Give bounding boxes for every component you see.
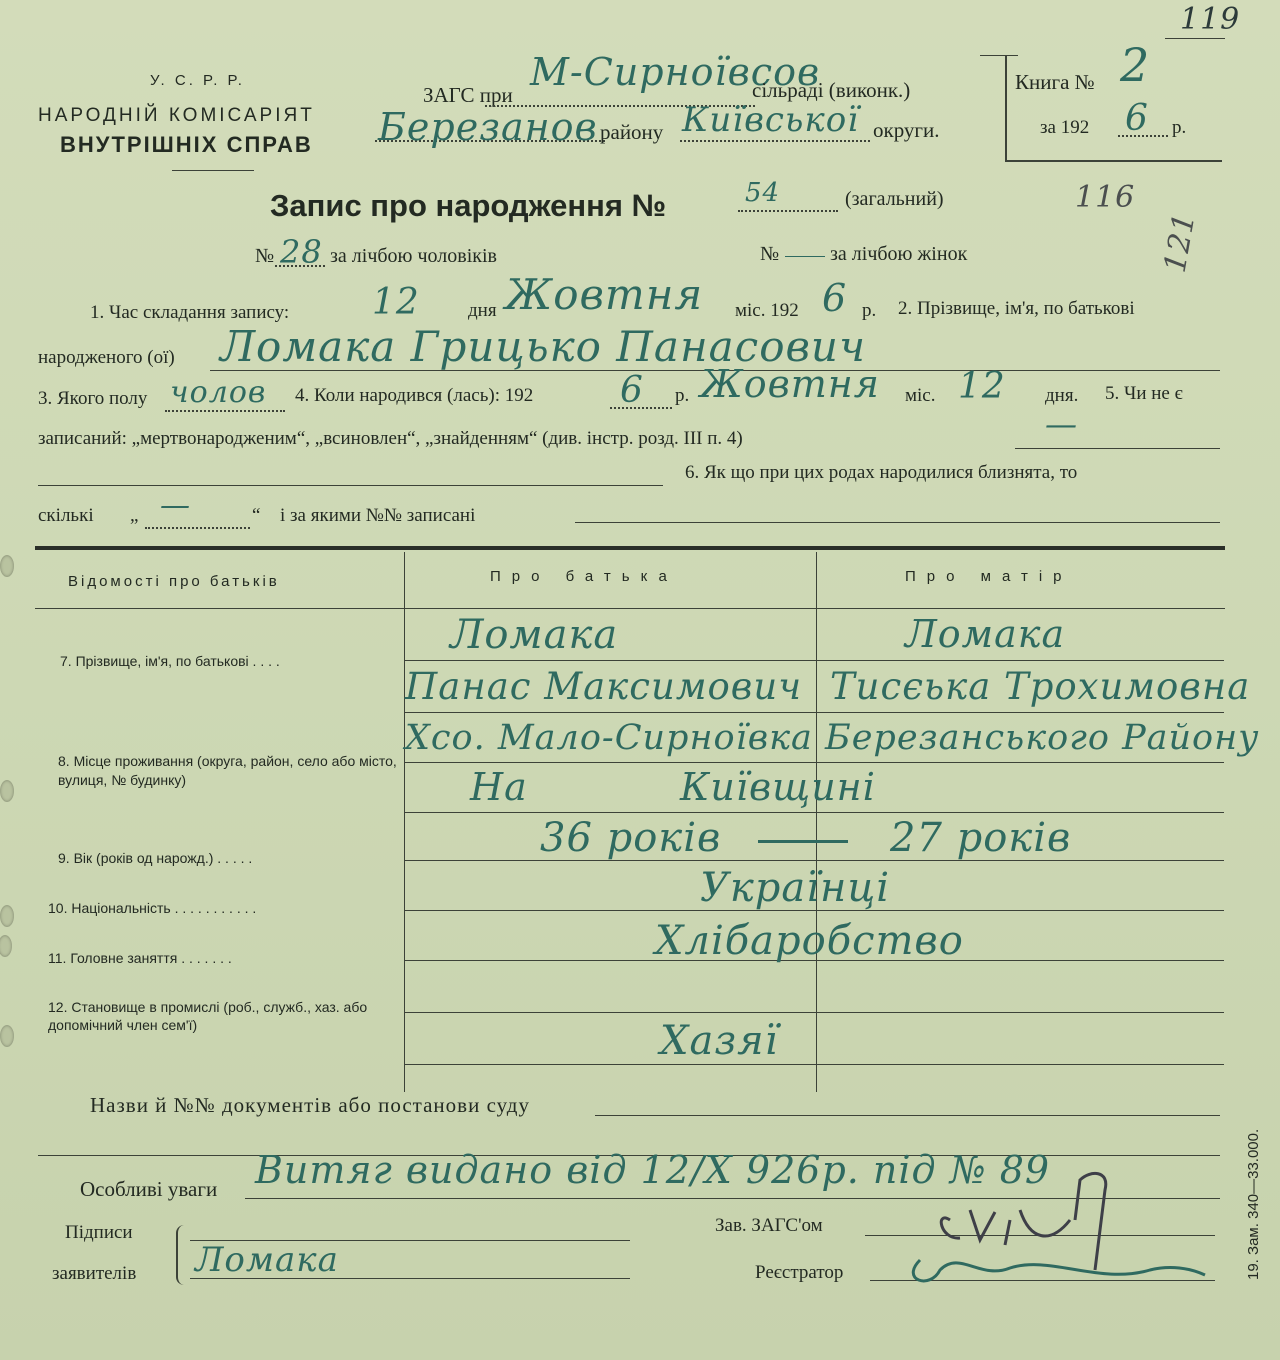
notes-label: Особливі уваги xyxy=(80,1177,218,1201)
nationality-value: Українці xyxy=(700,865,891,911)
signatures-label-2: заявителів xyxy=(52,1263,137,1284)
district-value: Березанов xyxy=(378,105,598,149)
women-label: за лічбою жінок xyxy=(830,243,968,265)
table-top-rule xyxy=(35,546,1225,550)
binder-hole xyxy=(0,905,14,927)
f4-month-value: Жовтня xyxy=(700,362,880,406)
men-dotted xyxy=(275,265,325,267)
table-header-rule xyxy=(35,608,1225,609)
okruha-label: округи. xyxy=(873,118,940,142)
f5-value: — xyxy=(1045,405,1078,443)
col-father-header: Про батька xyxy=(490,568,678,585)
row-10-label: 10. Національність . . . . . . . . . . . xyxy=(48,900,257,916)
f4-mis-label: міс. xyxy=(905,385,936,406)
row-11-label: 11. Головне заняття . . . . . . . xyxy=(48,950,232,966)
row-8-label: 8. Місце проживання (округа, район, село або місто, вулиця, № будинку) xyxy=(58,753,397,788)
mother-residence-2: Київщині xyxy=(680,765,876,809)
binder-hole xyxy=(0,780,14,802)
f4-label: 4. Коли народився (лась): 192 xyxy=(295,385,534,406)
applicant-signature: Ломака xyxy=(195,1240,339,1280)
men-number: 28 xyxy=(280,233,323,271)
status-value: Хазяї xyxy=(660,1018,779,1064)
header-commissariat: НАРОДНІЙ КОМІСАРІЯТ xyxy=(38,105,315,126)
f5-label: 5. Чи не є xyxy=(1105,383,1183,404)
f6-label3: і за якими №№ записані xyxy=(280,505,476,526)
row-12-label: 12. Становище в промислі (роб., служб., хаз. або допомічний член сем'ї) xyxy=(48,999,368,1033)
f2-label2: народженого (ої) xyxy=(38,347,175,368)
head-label: Зав. ЗАГС'ом xyxy=(715,1215,823,1236)
table-line xyxy=(404,1064,1224,1065)
binder-hole xyxy=(0,935,12,957)
print-mark: 19. Зам. 340—33.000. xyxy=(1245,1128,1262,1280)
notes-value: Витяг видано від 12/X 926р. під № 89 xyxy=(255,1148,1051,1192)
f2-label: 2. Прізвище, ім'я, по батькові xyxy=(898,298,1135,319)
sheet-number: 119 xyxy=(1180,2,1241,37)
birth-record-page: 119 116 121 У. С. Р. Р. НАРОДНІЙ КОМІСАРІЯТ ВНУТРІШНІХ СПРАВ ЗАГС при М-Сирноївсов сільраді (виконк.) Березанов району Київської округи. Книга № 2 за 192 6 р. Запис про народження № 54 (загальний) № 28 за лічбою чоловіків № за лічбою жінок 1. Час складання запису: 12 дня Жовтня міс. 192 6 р. 2. Прізвище, ім'я, по батькові народженого (ої) Ломака Грицько Панасович 3. Якого полу чолов 4. Коли народився (лась): 192 6 р. Жовтня міс. 12 дня. 5. Чи не є записаний: „мертвонародженим“, „всиновлен“, „знайденням“ (див. інстр. розд. III п. 4) — 6. Як що при цих родах народилися близнята, то скількі „ — “ і за якими №№ записані Відомості про батьків Про батька Про матір 7. Прізвище, ім'я, по батькові . . . . 8. Місце проживання (округа, район, село або місто, вулиця, № будинку) 9. Вік (років од нарожд.) . . . . . 10. Національність . . . . . . . . . . . 11. Головне заняття . . . . . . . 12. Становище в промислі (роб., служб., хаз. або допомічний член сем'ї) Ломака Ломака Панас Максимович Тисєька Трохимовна Хсо. Мало-Сирноївка Березанського Району На Київщині 36 років 27 років Українці Хлібаробство Хазяї Назви й №№ документів або постанови суду Особливі уваги Витяг видано від 12/X 926р. під № 89 Підписи заявителів Ломака Зав. ЗАГС'ом Реєстратор 19. Зам. 340—33.000. xyxy=(0,0,1280,1360)
men-prefix: № xyxy=(255,245,275,267)
f6-blank-line xyxy=(38,485,663,486)
table-line xyxy=(404,1012,1224,1013)
table-line xyxy=(404,812,1224,813)
docs-line xyxy=(595,1115,1220,1116)
f4-day-label: дня. xyxy=(1045,385,1079,406)
f1-month-value: Жовтня xyxy=(505,270,704,319)
father-residence-1: Хсо. Мало-Сирноївка xyxy=(405,718,813,758)
f1-label: 1. Час складання запису: xyxy=(90,302,290,323)
record-title: Запис про народження № xyxy=(270,188,667,223)
record-number: 54 xyxy=(745,178,781,208)
record-number-dotted xyxy=(738,210,838,212)
f5-line xyxy=(1015,448,1220,449)
father-surname: Ломака xyxy=(450,612,619,658)
book-number: 2 xyxy=(1120,38,1151,92)
pencil-side-number: 121 xyxy=(1157,209,1203,276)
f4-year-value: 6 xyxy=(620,370,644,411)
f6-label2: скількі xyxy=(38,505,94,526)
book-box-tick xyxy=(980,55,1018,56)
signatures-label-1: Підписи xyxy=(65,1222,133,1243)
women-prefix: № xyxy=(760,243,780,265)
table-line xyxy=(404,660,1224,661)
col-parents-header: Відомості про батьків xyxy=(68,573,280,590)
f3-label: 3. Якого полу xyxy=(38,388,148,409)
row-7-label: 7. Прізвище, ім'я, по батькові . . . . xyxy=(60,653,280,669)
binder-hole xyxy=(0,555,14,577)
f1-year-digit: 6 xyxy=(822,276,848,320)
mother-surname: Ломака xyxy=(905,612,1066,656)
mother-age: 27 років xyxy=(890,815,1072,861)
f6-value: — xyxy=(160,488,191,523)
book-year-suffix: р. xyxy=(1172,117,1187,138)
table-col-divider xyxy=(816,552,817,1092)
col-mother-header: Про матір xyxy=(905,568,1073,585)
f1-day-label: дня xyxy=(468,300,497,321)
table-line xyxy=(404,762,1224,763)
zags-prefix: ЗАГС при xyxy=(423,83,513,107)
header-rule xyxy=(172,170,254,171)
mother-residence-1: Березанського Району xyxy=(825,718,1260,758)
book-year-dotted xyxy=(1118,135,1168,137)
book-year-digit: 6 xyxy=(1125,98,1149,139)
table-line xyxy=(404,860,1224,861)
header-ussr: У. С. Р. Р. xyxy=(150,72,245,89)
okruha-dotted xyxy=(680,140,870,142)
f3-value: чолов xyxy=(170,375,267,410)
registrar-label: Реєстратор xyxy=(755,1262,844,1283)
f6-label: 6. Як що при цих родах народилися близнята, то xyxy=(685,462,1078,483)
docs-label: Назви й №№ документів або постанови суду xyxy=(90,1093,530,1117)
mother-given-names: Тисєька Трохимовна xyxy=(830,665,1251,708)
father-age: 36 років xyxy=(540,815,722,861)
f1-day-value: 12 xyxy=(372,282,420,323)
record-general-label: (загальний) xyxy=(845,188,944,210)
f2-value: Ломака Грицько Панасович xyxy=(220,322,867,371)
occupation-value: Хлібаробство xyxy=(655,918,964,964)
f1-r: р. xyxy=(862,300,877,321)
pencil-number: 116 xyxy=(1075,180,1136,215)
f4-r: р. xyxy=(675,385,690,406)
table-line xyxy=(404,712,1224,713)
father-given-names: Панас Максимович xyxy=(405,665,803,708)
father-residence-2: На xyxy=(470,765,528,809)
council-label: сільраді (виконк.) xyxy=(752,78,911,102)
okruha-value: Київської xyxy=(682,100,860,140)
zags-place-value: М-Сирноївсов xyxy=(530,50,821,94)
f3-dotted xyxy=(165,410,285,412)
f1-year-label: міс. 192 xyxy=(735,300,799,321)
signatures-brace xyxy=(176,1225,188,1285)
sheet-number-underline xyxy=(1165,38,1225,39)
f6-count-dotted xyxy=(145,527,250,529)
header-department: ВНУТРІШНІХ СПРАВ xyxy=(60,132,313,157)
f5-label2: записаний: „мертвонародженим“, „всиновлен“, „знайденням“ (див. інстр. розд. III п. 4) xyxy=(38,428,743,449)
table-col-divider xyxy=(404,552,405,1092)
row-9-label: 9. Вік (років од нарожд.) . . . . . xyxy=(58,850,253,866)
book-year-prefix: за 192 xyxy=(1040,117,1090,138)
binder-hole xyxy=(0,1025,14,1047)
men-label: за лічбою чоловіків xyxy=(330,245,497,267)
f6-line xyxy=(575,522,1220,523)
age-dash xyxy=(758,840,848,843)
women-dash xyxy=(785,256,825,257)
head-signature-scribble xyxy=(900,1150,1220,1300)
book-label: Книга № xyxy=(1015,70,1095,94)
f4-day-value: 12 xyxy=(958,366,1006,407)
district-label: району xyxy=(600,120,664,144)
